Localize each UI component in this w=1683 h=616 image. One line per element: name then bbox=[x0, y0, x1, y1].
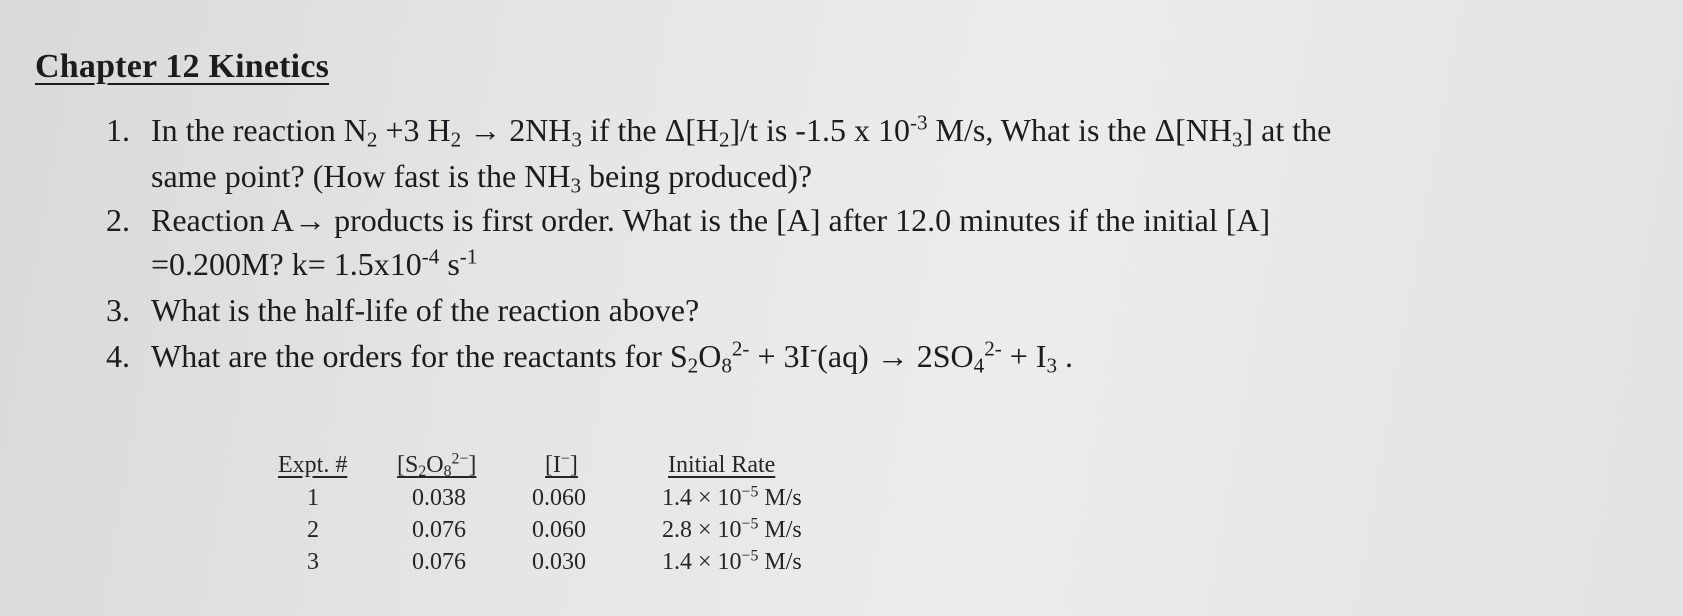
question-text-line: Reaction A→ products is first order. What is the [A] after 12.0 minutes if the initial [A] bbox=[151, 202, 1271, 238]
column-header-iodide: [I−] bbox=[545, 450, 578, 478]
table-cell-iodide: 0.060 bbox=[532, 517, 586, 543]
column-header-initial-rate: Initial Rate bbox=[668, 452, 776, 478]
question-number: 2. bbox=[106, 202, 130, 238]
table-cell-persulfate: 0.038 bbox=[412, 485, 466, 511]
question-number: 1. bbox=[106, 112, 130, 148]
question-number: 3. bbox=[106, 292, 130, 328]
table-cell-rate: $1.4 \times 10^{-5}$ M/s bbox=[662, 483, 802, 511]
page-title: Chapter 12 Kinetics bbox=[35, 48, 330, 85]
table-cell-expt: 2 bbox=[307, 517, 319, 543]
question-number: 4. bbox=[106, 338, 130, 374]
column-header-expt: Expt. # bbox=[278, 452, 348, 478]
table-cell-persulfate: 0.076 bbox=[412, 517, 466, 543]
question-text-line: What are the orders for the reactants for $S_2O_8^{2-} + 3I^-(aq) \to 2SO_4^{2-} + I_3$ . bbox=[151, 336, 1074, 378]
question-text-line: In the reaction $N_2 +3$ $H_2 \to 2NH_3$ if the $\Delta[H_2]/t$ is -1.5 x $10^{-3}$ M/s, What is the $\Delta[NH_3]$ at the bbox=[151, 110, 1332, 152]
question-text-line: What is the half-life of the reaction above? bbox=[151, 292, 700, 328]
table-cell-expt: 3 bbox=[307, 549, 319, 575]
question-text-line: same point? (How fast is the $NH_3$ being produced)? bbox=[151, 158, 813, 198]
table-cell-iodide: 0.060 bbox=[532, 485, 586, 511]
table-cell-expt: 1 bbox=[307, 485, 319, 511]
column-header-persulfate: $[S_2O_8^{2-}]$ bbox=[397, 450, 477, 480]
table-cell-persulfate: 0.076 bbox=[412, 549, 466, 575]
table-cell-rate: $2.8 \times 10^{-5}$ M/s bbox=[662, 515, 802, 543]
table-cell-iodide: 0.030 bbox=[532, 549, 586, 575]
table-cell-rate: $1.4 \times 10^{-5}$ M/s bbox=[662, 547, 802, 575]
question-text-line: =0.200M? $k= 1.5x10^{-4}$ $s^{-1}$ bbox=[151, 244, 478, 282]
